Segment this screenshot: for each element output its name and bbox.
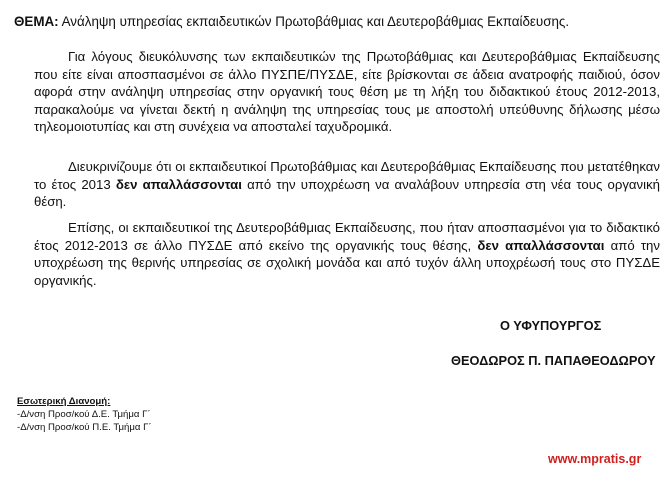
distribution-item: -Δ/νση Προσ/κού Δ.Ε. Τμήμα Γ΄: [17, 409, 151, 420]
signature-name: ΘΕΟΔΩΡΟΣ Π. ΠΑΠΑΘΕΟΔΩΡΟΥ: [451, 353, 656, 368]
paragraph-seconded-before: Επίσης, οι εκπαιδευτικοί της Δευτεροβάθμιας Εκπαίδευσης, που ήταν αποσπασμένοι για το διδακτικό έτος 2012-2013 σε άλλο ΠΥΣΔΕ από εκείνο της οργανικής τους θέσης,: [34, 220, 660, 253]
subject-text: Ανάληψη υπηρεσίας εκπαιδευτικών Πρωτοβάθμιας και Δευτεροβάθμιας Εκπαίδευσης.: [58, 14, 570, 29]
distribution-item: -Δ/νση Προσ/κού Π.Ε. Τμήμα Γ΄: [17, 422, 152, 433]
paragraph-transferred-emphasis: δεν απαλλάσσονται: [115, 176, 242, 192]
internal-distribution: [17, 395, 152, 434]
paragraph-facilitation-text: Για λόγους διευκόλυνσης των εκπαιδευτικών της Πρωτοβάθμιας και Δευτεροβάθμιας Εκπαίδευσης που είτε είναι αποσπασμένοι σε άλλο ΠΥΣΠΕ/ΠΥΣΔΕ, είτε βρίσκονται σε άδεια ανατροφής παιδιού, όσον αφορά στην ανάληψη υπηρεσίας στην οργανική τους θέση με τη λήξη του διδακτικού έτους 2012-2013, παρακαλούμε να γίνεται δεκτή η ανάληψη της υπηρεσίας τους με αποστολή υπεύθυνης δήλωσης μέσω τηλεομοιοτυπίας και στη συνέχεια να αποσταλεί ταχυδρομικά.: [34, 49, 660, 134]
paragraph-transferred-teachers: [34, 158, 660, 211]
subject-label: ΘΕΜΑ:: [14, 14, 59, 29]
subject-line: [14, 13, 654, 30]
paragraph-facilitation: [34, 48, 660, 136]
paragraph-transferred-after: από την υποχρέωση να αναλάβουν υπηρεσία στη νέα τους οργανική θέση.: [34, 176, 660, 209]
website-watermark: www.mpratis.gr: [548, 452, 642, 466]
paragraph-transferred-before: Διευκρινίζουμε ότι οι εκπαιδευτικοί Πρωτοβάθμιας και Δευτεροβάθμιας Εκπαίδευσης που μετατέθηκαν το έτος 2013: [34, 159, 660, 192]
paragraph-seconded-emphasis: δεν απαλλάσσονται: [477, 237, 605, 253]
signature-title: Ο ΥΦΥΠΟΥΡΓΟΣ: [500, 318, 602, 333]
paragraph-seconded-teachers: [34, 219, 660, 289]
distribution-heading: Εσωτερική Διανομή:: [17, 396, 111, 407]
paragraph-seconded-after: από την υποχρέωση της θερινής υπηρεσίας σε σχολική μονάδα και από τυχόν άλλη υποχρέωσή τους στο ΠΥΣΔΕ οργανικής.: [34, 237, 660, 288]
